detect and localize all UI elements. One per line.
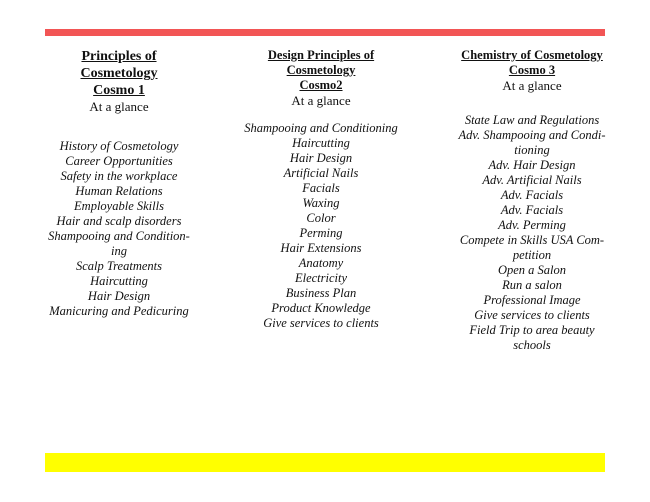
list-item: Give services to clients	[263, 316, 379, 330]
title-line: Principles of	[81, 49, 157, 64]
at-a-glance-label: At a glance	[291, 93, 351, 108]
list-item: Electricity	[294, 271, 348, 285]
list-item: Waxing	[302, 196, 340, 210]
list-item: Hair Design	[87, 289, 151, 303]
list-item: Business Plan	[285, 286, 357, 300]
list-item: Adv. Facials	[500, 203, 564, 217]
list-item: Facials	[302, 181, 340, 195]
list-item: Run a salon	[502, 278, 562, 292]
list-item: petition	[512, 248, 552, 262]
course-topic-list	[40, 139, 198, 319]
list-item: Career Opportunities	[65, 154, 173, 168]
list-item: Professional Image	[483, 293, 581, 307]
list-item: Scalp Treatments	[76, 259, 162, 273]
list-item: Field Trip to area beauty	[469, 323, 595, 337]
title-line: Cosmo 1	[93, 83, 145, 98]
column-title	[232, 48, 410, 93]
bottom-accent-bar	[45, 453, 605, 472]
title-line: Cosmo 3	[508, 63, 556, 77]
list-item: Adv. Shampooing and Condi-	[458, 128, 606, 142]
list-item: Shampooing and Conditioning	[244, 121, 398, 135]
list-item: Manicuring and Pedicuring	[49, 304, 189, 318]
title-line: Cosmo2	[299, 78, 343, 92]
list-item: Color	[306, 211, 336, 225]
column-cosmo-1	[40, 48, 198, 319]
column-title	[40, 48, 198, 99]
list-item: schools	[513, 338, 551, 352]
list-item: ing	[111, 244, 127, 258]
at-a-glance-label: At a glance	[89, 99, 149, 114]
list-item: Haircutting	[292, 136, 350, 150]
list-item: tioning	[514, 143, 550, 157]
title-line: Cosmetology	[80, 66, 158, 81]
title-line: Chemistry of Cosmetology	[461, 48, 603, 62]
column-cosmo-3	[448, 48, 616, 353]
list-item: Anatomy	[298, 256, 344, 270]
list-item: Safety in the workplace	[60, 169, 178, 183]
at-a-glance-label: At a glance	[502, 78, 562, 93]
title-line: Cosmetology	[286, 63, 356, 77]
list-item: Hair Design	[289, 151, 353, 165]
list-item: Haircutting	[90, 274, 148, 288]
list-item: Adv. Facials	[500, 188, 564, 202]
list-item: Open a Salon	[497, 263, 567, 277]
list-item: State Law and Regulations	[464, 113, 600, 127]
list-item: Shampooing and Condition-	[48, 229, 190, 243]
title-line: Design Principles of	[267, 48, 375, 62]
list-item: Human Relations	[75, 184, 163, 198]
column-cosmo-2	[232, 48, 410, 331]
list-item: Adv. Perming	[498, 218, 566, 232]
list-item: Compete in Skills USA Com-	[459, 233, 605, 247]
list-item: Hair and scalp disorders	[56, 214, 182, 228]
list-item: Adv. Artificial Nails	[482, 173, 582, 187]
column-title	[448, 48, 616, 78]
list-item: History of Cosmetology	[59, 139, 179, 153]
list-item: Perming	[299, 226, 343, 240]
top-accent-bar	[45, 29, 605, 36]
list-item: Give services to clients	[474, 308, 590, 322]
course-topic-list	[232, 121, 410, 331]
list-item: Hair Extensions	[280, 241, 362, 255]
list-item: Product Knowledge	[271, 301, 371, 315]
list-item: Employable Skills	[74, 199, 164, 213]
course-topic-list	[448, 113, 616, 353]
list-item: Adv. Hair Design	[488, 158, 576, 172]
list-item: Artificial Nails	[283, 166, 359, 180]
